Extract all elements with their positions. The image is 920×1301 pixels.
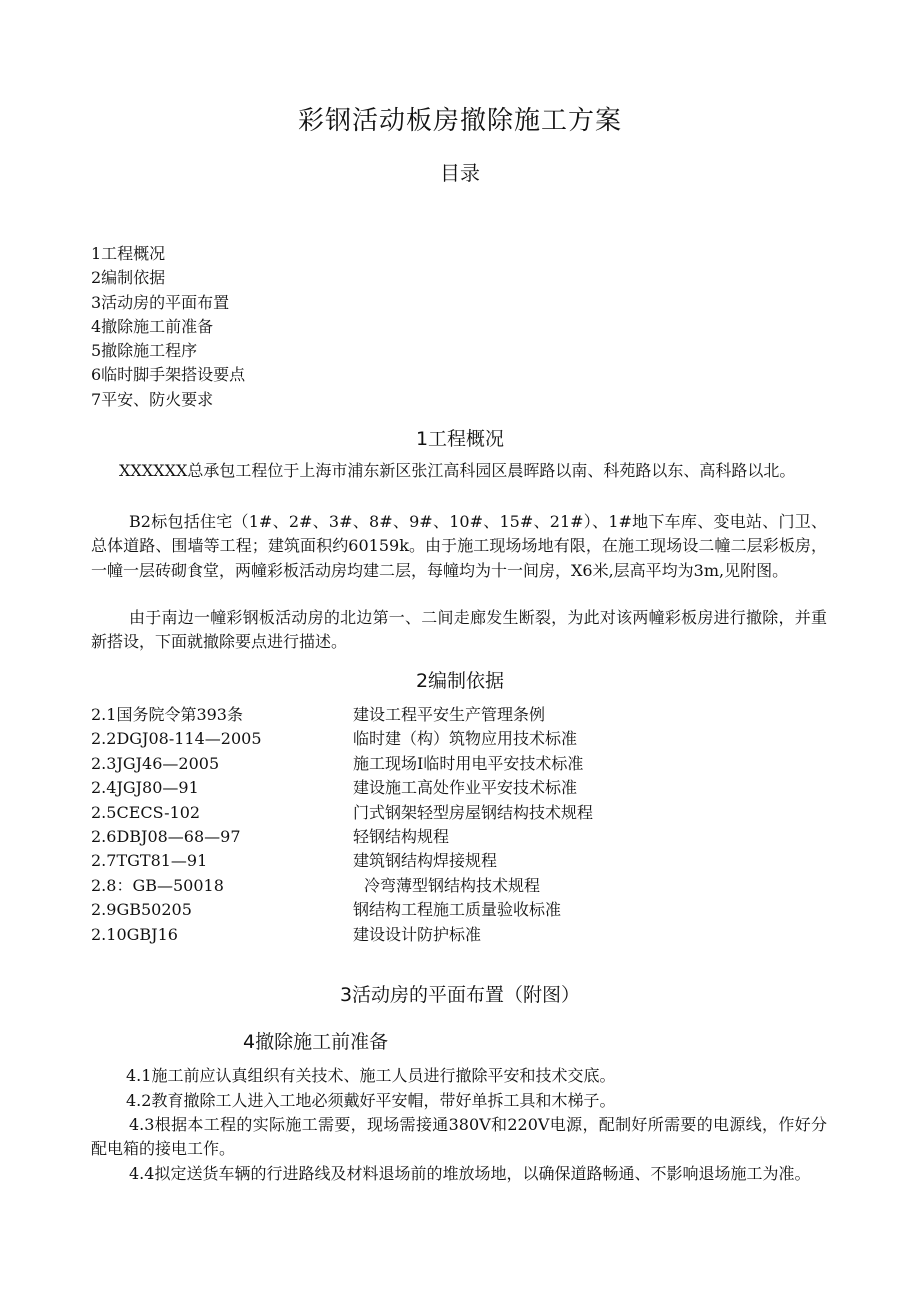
reference-name: 建设工程平安生产管理条例 bbox=[353, 705, 546, 724]
section4-item: 4.2教育撤除工人进入工地必须戴好平安帽，带好单拆工具和木梯子。 bbox=[126, 1091, 616, 1110]
section1-paragraph: B2标包括住宅（1#、2#、3#、8#、9#、10#、15#、21#）、1#地下车库、变电站、门卫、总体道路、围墙等工程；建筑面积约60159k。由于施工现场场地有限，在施工现场设二幢二层彩板房，一幢一层砖砌食堂，两幢彩板活动房均建二层，每幢均为十一间房，X6米,层高平均为3m,见附图。 bbox=[91, 512, 827, 580]
reference-list bbox=[91, 703, 791, 947]
section4-item: 4.1施工前应认真组织有关技术、施工人员进行撤除平安和技术交底。 bbox=[126, 1066, 616, 1085]
section1-heading: 1工程概况 bbox=[415, 428, 505, 450]
reference-name: 门式钢架轻型房屋钢结构技术规程 bbox=[353, 802, 594, 822]
reference-code: 2.4JGJ80—91 bbox=[91, 778, 199, 798]
reference-row bbox=[91, 727, 791, 751]
reference-name: 冷弯薄型钢结构技术规程 bbox=[364, 875, 541, 895]
reference-row bbox=[91, 923, 791, 947]
toc-item: 2编制依据 bbox=[91, 268, 166, 288]
reference-code: 2.2DGJ08-114—2005 bbox=[91, 729, 262, 749]
reference-row bbox=[91, 849, 791, 873]
section1-paragraph: 由于南边一幢彩钢板活动房的北边第一、二间走廊发生断裂，为此对该两幢彩板房进行撤除，并重新搭设，下面就撤除要点进行描述。 bbox=[91, 608, 827, 652]
section4-item: 4.3根据本工程的实际施工需要，现场需接通380V和220V电源，配制好所需要的电源线，作好分配电箱的接电工作。 bbox=[91, 1115, 827, 1159]
reference-row bbox=[91, 703, 791, 727]
reference-code: 2.7TGT81—91 bbox=[91, 851, 208, 871]
reference-code: 2.1国务院令第393条 bbox=[91, 705, 243, 724]
reference-name: 轻钢结构规程 bbox=[353, 826, 450, 846]
section2-heading: 2编制依据 bbox=[415, 670, 505, 692]
section4-item: 4.4拟定送货车辆的行进路线及材料退场前的堆放场地，以确保道路畅通、不影响退场施工为准。 bbox=[129, 1164, 811, 1183]
toc-item: 3活动房的平面布置 bbox=[91, 292, 230, 312]
reference-name: 建设设计防护标准 bbox=[353, 924, 482, 944]
document-title: 彩钢活动板房撤除施工方案 bbox=[297, 106, 622, 136]
toc-item: 4撤除施工前准备 bbox=[91, 316, 214, 336]
reference-row bbox=[91, 898, 791, 922]
reference-code: 2.8：GB—50018 bbox=[91, 875, 224, 895]
toc-item: 1工程概况 bbox=[91, 244, 166, 263]
reference-code: 2.9GB50205 bbox=[91, 900, 192, 920]
toc-item: 6临时脚手架搭设要点 bbox=[91, 365, 246, 385]
reference-code: 2.6DBJ08—68—97 bbox=[91, 826, 241, 846]
reference-name: 钢结构工程施工质量验收标准 bbox=[353, 900, 562, 920]
reference-row bbox=[91, 825, 791, 849]
section4-heading: 4撤除施工前准备 bbox=[243, 1031, 389, 1053]
reference-name: 建设施工高处作业平安技术标准 bbox=[353, 778, 578, 798]
reference-name: 建筑钢结构焊接规程 bbox=[353, 851, 498, 871]
reference-row bbox=[91, 752, 791, 776]
reference-name: 临时建（构）筑物应用技术标准 bbox=[353, 729, 578, 749]
table-of-contents bbox=[91, 242, 245, 412]
section3-heading: 3活动房的平面布置（附图） bbox=[339, 984, 581, 1006]
section1-paragraph: XXXXXX总承包工程位于上海市浦东新区张江高科园区晨晖路以南、科苑路以东、高科路以北。 bbox=[119, 461, 796, 480]
toc-item: 5撤除施工程序 bbox=[91, 341, 198, 361]
toc-item: 7平安、防火要求 bbox=[91, 389, 214, 409]
reference-code: 2.5CECS-102 bbox=[91, 802, 201, 822]
reference-code: 2.10GBJ16 bbox=[91, 924, 178, 944]
toc-heading: 目录 bbox=[440, 161, 480, 185]
reference-code: 2.3JGJ46—2005 bbox=[91, 753, 220, 773]
reference-row bbox=[91, 874, 791, 898]
reference-name: 施工现场I临时用电平安技术标准 bbox=[353, 753, 584, 773]
reference-row bbox=[91, 801, 791, 825]
reference-row bbox=[91, 776, 791, 800]
